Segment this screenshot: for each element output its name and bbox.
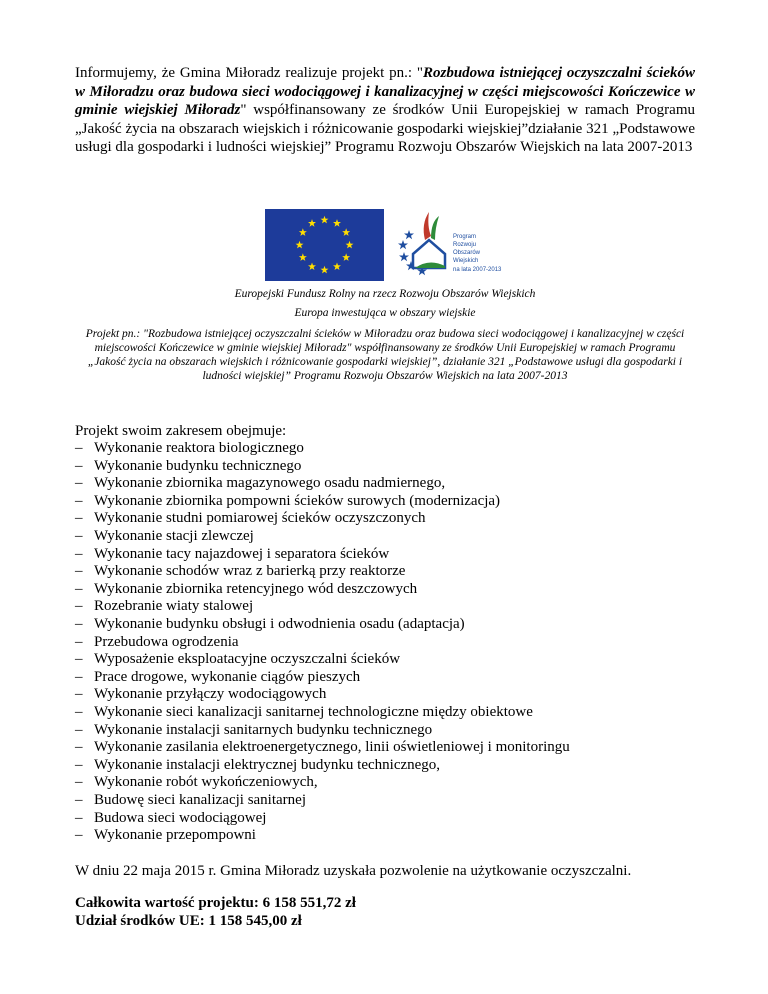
document-page xyxy=(75,64,695,930)
intro-paragraph xyxy=(75,64,695,157)
intro-text-end: " współfinansowany ze środków Unii Europejskiej w ramach Programu „Jakość życia na obszarach wiejskich i różnicowanie gospodarki wiejskiej”działanie 321 „Podstawowe usługi dla gospodarki i ludności wiejskiej” Programu Rozwoju Obszarów Wiejskich na lata 2007-2013 xyxy=(75,102,695,155)
prow-line-3: Obszarów xyxy=(453,249,481,256)
scope-list-item xyxy=(75,475,695,493)
scope-list-item xyxy=(75,616,695,634)
prow-line-5: na lata 2007-2013 xyxy=(453,266,502,273)
eu-star-icon xyxy=(346,240,354,248)
list-dash: – xyxy=(75,580,83,597)
list-dash: – xyxy=(75,545,83,562)
scope-title: Projekt swoim zakresem obejmuje: xyxy=(75,422,287,439)
scope-list-item xyxy=(75,546,695,564)
intro-project-name: Rozbudowa istniejącej oczyszczalni ścieków w Miłoradzu oraz budowa sieci wodociągowej i kanalizacyjnej w części miejscowości Kończewice w gminie wiejskiej Miłoradz xyxy=(75,65,695,118)
list-dash: – xyxy=(75,563,83,580)
list-dash: – xyxy=(75,457,83,474)
scope-item-text: Wykonanie instalacji sanitarnych budynku technicznego xyxy=(94,721,433,738)
scope-item-text: Wykonanie reaktora biologicznego xyxy=(94,440,304,457)
scope-item-text: Wykonanie zbiornika pompowni ścieków surowych (modernizacja) xyxy=(94,492,501,509)
eu-star-icon xyxy=(321,215,329,223)
project-caption: Projekt pn.: "Rozbudowa istniejącej oczyszczalni ścieków w Miłoradzu oraz budowa sieci wodociągowej i kanalizacyjnej w części miejscowości Kończewice w gminie wiejskiej Miłoradz" współfinansowany ze środków Unii Europejskiej w ramach Programu „Jakość życia na obszarach wiejskich i różnicowanie gospodarki wiejskiej”, działanie 321 „Podstawowe usługi dla gospodarki i ludności wiejskiej” Programu Rozwoju Obszarów Wiejskich na lata 2007-2013 xyxy=(85,327,685,382)
scope-item-text: Wykonanie sieci kanalizacji sanitarnej technologiczne między obiektowe xyxy=(94,704,533,720)
list-dash: – xyxy=(75,598,83,615)
list-dash: – xyxy=(75,827,83,844)
scope-item-text: Budowa sieci wodociągowej xyxy=(94,809,267,826)
scope-item-text: Wykonanie schodów wraz z barierką przy reaktorze xyxy=(94,563,406,580)
fund-caption: Europejski Fundusz Rolny na rzecz Rozwoju Obszarów Wiejskich xyxy=(234,287,536,300)
list-dash: – xyxy=(75,440,83,457)
prow-line-4: Wiejskich xyxy=(453,257,479,264)
scope-list xyxy=(75,440,695,845)
list-dash: – xyxy=(75,633,83,650)
scope-list-item xyxy=(75,440,695,458)
scope-list-item xyxy=(75,528,695,546)
eu-stars-icon xyxy=(265,209,384,281)
scope-list-item xyxy=(75,581,695,599)
eu-star-icon xyxy=(333,219,341,227)
list-dash: – xyxy=(75,774,83,791)
scope-list-item xyxy=(75,686,695,704)
prow-ear-green xyxy=(431,216,439,240)
scope-list-item xyxy=(75,510,695,528)
list-dash: – xyxy=(75,721,83,738)
scope-item-text: Wykonanie instalacji elektrycznej budynku technicznego, xyxy=(94,756,441,773)
total-value: Całkowita wartość projektu: 6 158 551,72 zł xyxy=(75,894,356,911)
list-dash: – xyxy=(75,616,83,633)
scope-item-text: Wykonanie stacji zlewczej xyxy=(94,528,254,545)
scope-list-item xyxy=(75,722,695,740)
prow-ear-red xyxy=(424,212,431,240)
list-dash: – xyxy=(75,492,83,509)
eu-star-icon xyxy=(342,253,350,261)
list-dash: – xyxy=(75,475,83,492)
eu-star-icon xyxy=(296,240,304,248)
scope-list-item xyxy=(75,458,695,476)
scope-list-item xyxy=(75,669,695,687)
scope-item-text: Wykonanie studni pomiarowej ścieków oczyszczonych xyxy=(94,510,426,527)
list-dash: – xyxy=(75,739,83,756)
scope-list-item xyxy=(75,757,695,775)
scope-item-text: Wykonanie zbiornika magazynowego osadu nadmiernego, xyxy=(94,475,446,492)
eu-share-value: Udział środków UE: 1 158 545,00 zł xyxy=(75,912,302,929)
scope-list-item xyxy=(75,774,695,792)
prow-emblem-icon xyxy=(395,210,503,280)
intro-text-start: Informujemy, że Gmina Miłoradz realizuje projekt pn.: " xyxy=(75,65,423,81)
scope-list-item xyxy=(75,827,695,845)
scope-list-item xyxy=(75,810,695,828)
totals-block xyxy=(75,894,695,930)
prow-line-2: Rozwoju xyxy=(453,241,477,248)
eu-star-icon xyxy=(342,228,350,236)
scope-item-text: Wykonanie robót wykończeniowych, xyxy=(94,774,318,791)
scope-list-item xyxy=(75,493,695,511)
scope-item-text: Wykonanie tacy najazdowej i separatora ścieków xyxy=(94,545,390,562)
list-dash: – xyxy=(75,756,83,773)
list-dash: – xyxy=(75,809,83,826)
scope-item-text: Budowę sieci kanalizacji sanitarnej xyxy=(94,791,306,808)
eu-star-icon xyxy=(321,265,329,273)
eu-star-icon xyxy=(308,219,316,227)
list-dash: – xyxy=(75,791,83,808)
prow-logo xyxy=(395,210,503,280)
logos-row xyxy=(75,209,695,281)
list-dash: – xyxy=(75,651,83,668)
permit-paragraph: W dniu 22 maja 2015 r. Gmina Miłoradz uzyskała pozwolenie na użytkowanie oczyszczalni. xyxy=(75,862,632,879)
scope-item-text: Prace drogowe, wykonanie ciągów pieszych xyxy=(94,668,361,685)
scope-list-item xyxy=(75,792,695,810)
prow-text xyxy=(453,234,502,273)
eu-star-icon xyxy=(299,228,307,236)
eu-star-icon xyxy=(333,262,341,270)
list-dash: – xyxy=(75,668,83,685)
scope-item-text: Wykonanie przyłączy wodociągowych xyxy=(94,686,327,703)
scope-list-item xyxy=(75,739,695,757)
scope-list-item xyxy=(75,634,695,652)
list-dash: – xyxy=(75,704,83,720)
scope-item-text: Wykonanie zbiornika retencyjnego wód deszczowych xyxy=(94,580,418,597)
eu-star-icon xyxy=(308,262,316,270)
scope-list-item xyxy=(75,704,695,722)
scope-item-text: Wykonanie zasilania elektroenergetycznego, linii oświetleniowej i monitoringu xyxy=(94,739,570,756)
scope-list-item xyxy=(75,563,695,581)
scope-item-text: Wykonanie budynku technicznego xyxy=(94,457,302,474)
eu-star-icon xyxy=(299,253,307,261)
eu-flag-logo xyxy=(265,209,384,281)
scope-item-text: Wykonanie przepompowni xyxy=(94,827,256,844)
list-dash: – xyxy=(75,686,83,703)
scope-item-text: Rozebranie wiaty stalowej xyxy=(94,598,254,615)
motto-caption: Europa inwestująca w obszary wiejskie xyxy=(294,306,476,319)
list-dash: – xyxy=(75,528,83,545)
prow-line-1: Program xyxy=(453,233,477,240)
scope-list-item xyxy=(75,651,695,669)
list-dash: – xyxy=(75,510,83,527)
scope-list-item xyxy=(75,598,695,616)
scope-item-text: Wykonanie budynku obsługi i odwodnienia osadu (adaptacja) xyxy=(94,616,465,633)
scope-item-text: Przebudowa ogrodzenia xyxy=(94,633,239,650)
scope-item-text: Wyposażenie eksploatacyjne oczyszczalni ścieków xyxy=(94,651,401,668)
